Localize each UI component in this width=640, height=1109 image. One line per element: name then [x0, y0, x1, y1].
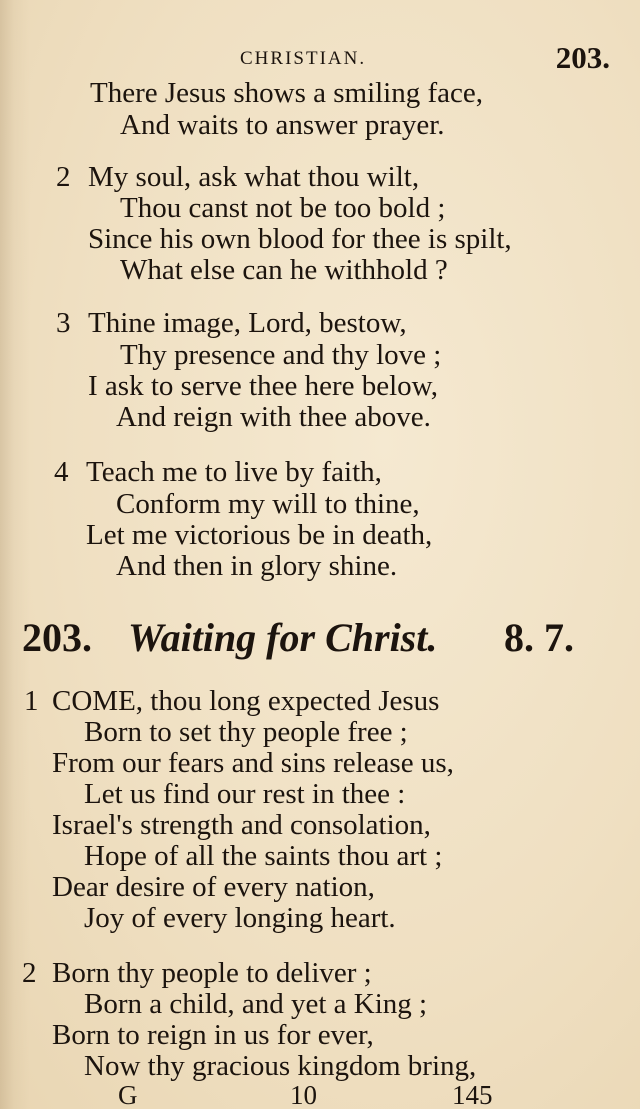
verse-line: Now thy gracious kingdom bring, [84, 1050, 477, 1082]
verse-line: I ask to serve thee here below, [88, 370, 438, 402]
verse-line: Since his own blood for thee is spilt, [88, 223, 512, 255]
sheet-number: 10 [290, 1080, 317, 1109]
stanza-number: 3 [56, 307, 71, 339]
verse-line: And then in glory shine. [116, 550, 398, 582]
verse-line: COME, thou long expected Jesus [52, 685, 440, 717]
hymn-meter: 8. 7. [504, 615, 574, 660]
stanza-number: 1 [24, 685, 39, 717]
verse-line: And reign with thee above. [116, 401, 431, 433]
verse-line: Thou canst not be too bold ; [120, 192, 446, 224]
verse-line: Let us find our rest in thee : [84, 778, 406, 810]
running-head [0, 40, 640, 80]
verse-line: Born a child, and yet a King ; [84, 988, 428, 1020]
stanza-number: 2 [22, 957, 37, 989]
verse-line: Born thy people to deliver ; [52, 957, 372, 989]
verse-line: Hope of all the saints thou art ; [84, 840, 443, 872]
signature-mark: G [118, 1080, 138, 1109]
verse-line: There Jesus shows a smiling face, [90, 77, 484, 109]
verse-line: My soul, ask what thou wilt, [88, 161, 420, 193]
verse-line: What else can he withhold ? [120, 254, 448, 286]
verse-line: Israel's strength and consolation, [52, 809, 431, 841]
running-head-title: CHRISTIAN. [240, 48, 367, 69]
page-number: 203. [555, 40, 610, 75]
verse-line: From our fears and sins release us, [52, 747, 454, 779]
verse-line: Born to reign in us for ever, [52, 1019, 374, 1051]
verse-line: Thy presence and thy love ; [120, 339, 442, 371]
verse-line: Teach me to live by faith, [86, 456, 382, 488]
hymn-heading [22, 614, 622, 658]
hymn-number: 203. [22, 615, 92, 660]
verse-line: And waits to answer prayer. [120, 109, 445, 141]
verse-line: Joy of every longing heart. [84, 902, 396, 934]
verse-line: Thine image, Lord, bestow, [88, 307, 407, 339]
stanza-number: 2 [56, 161, 71, 193]
verse-line: Dear desire of every nation, [52, 871, 375, 903]
verse-line: Born to set thy people free ; [84, 716, 408, 748]
stanza-number: 4 [54, 456, 69, 488]
verse-line: Conform my will to thine, [116, 488, 420, 520]
signature-number: 145 [452, 1080, 493, 1109]
verse-line: Let me victorious be in death, [86, 519, 433, 551]
signature-line [0, 1080, 640, 1109]
hymn-title: Waiting for Christ. [128, 615, 438, 660]
